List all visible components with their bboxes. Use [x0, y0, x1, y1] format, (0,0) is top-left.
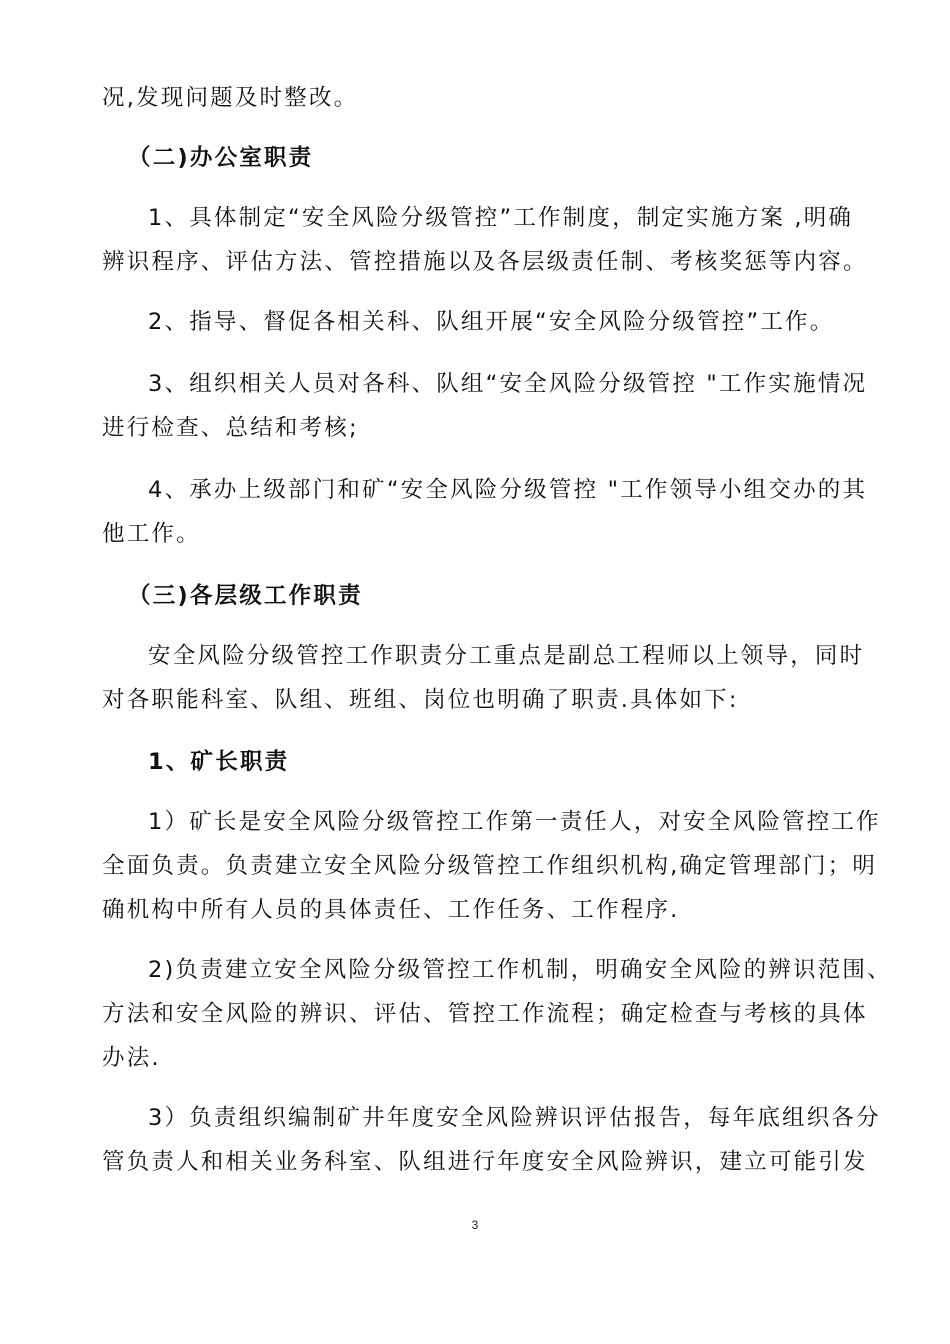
text-line: 确机构中所有人员的具体责任、工作任务、工作程序.: [102, 897, 680, 923]
text-line: 3）负责组织编制矿井年度安全风险辨识评估报告，每年底组织各分: [148, 1105, 881, 1131]
text-line: 2)负责建立安全风险分级管控工作机制，明确安全风险的辨识范围、: [148, 957, 892, 983]
heading-text: （二)办公室职责: [128, 145, 314, 171]
subheading-mine-director-duties: [102, 740, 852, 784]
paragraph-level-intro: [102, 634, 865, 722]
text-line: 对各职能科室、队组、班组、岗位也明确了职责.具体如下:: [102, 687, 739, 713]
text-line: 辨识程序、评估方法、管控措施以及各层级责任制、考核奖惩等内容。: [102, 249, 868, 275]
paragraph-director-item-3: [102, 1096, 881, 1184]
text-line: 2、指导、督促各相关科、队组开展“安全风险分级管控”工作。: [148, 309, 835, 335]
heading-text: （三)各层级工作职责: [128, 583, 363, 609]
paragraph-office-item-2: [102, 300, 852, 344]
text-line: 1、具体制定“安全风险分级管控”工作制度，制定实施方案 ,明确: [148, 205, 854, 231]
text-line: 安全风险分级管控工作职责分工重点是副总工程师以上领导，同时: [148, 643, 865, 669]
text-line: 方法和安全风险的辨识、评估、管控工作流程；确定检查与考核的具体: [102, 1001, 868, 1027]
section-heading-office-duties: [102, 136, 852, 180]
text-line: 进行检查、总结和考核;: [102, 415, 359, 441]
text-line: 他工作。: [102, 521, 201, 547]
text-line: 办法.: [102, 1045, 161, 1071]
paragraph-director-item-1: [102, 800, 881, 932]
paragraph-office-item-3: [102, 362, 868, 450]
text-line: 况,发现问题及时整改。: [102, 85, 359, 111]
paragraph-director-item-2: [102, 948, 892, 1080]
paragraph-office-item-1: [102, 196, 868, 284]
text-line: 3、组织相关人员对各科、队组“安全风险分级管控 "工作实施情况: [148, 371, 868, 397]
subheading-text: 1、矿长职责: [148, 749, 290, 775]
paragraph-continuation: [102, 76, 852, 120]
section-heading-level-duties: [102, 574, 852, 618]
text-line: 1）矿长是安全风险分级管控工作第一责任人，对安全风险管控工作: [148, 809, 881, 835]
page-number: 3: [471, 1218, 479, 1232]
text-line: 4、承办上级部门和矿“安全风险分级管控 "工作领导小组交办的其: [148, 477, 868, 503]
text-line: 全面负责。负责建立安全风险分级管控工作组织机构,确定管理部门；明: [102, 853, 878, 879]
text-line: 管负责人和相关业务科室、队组进行年度安全风险辨识，建立可能引发: [102, 1149, 868, 1175]
paragraph-office-item-4: [102, 468, 868, 556]
